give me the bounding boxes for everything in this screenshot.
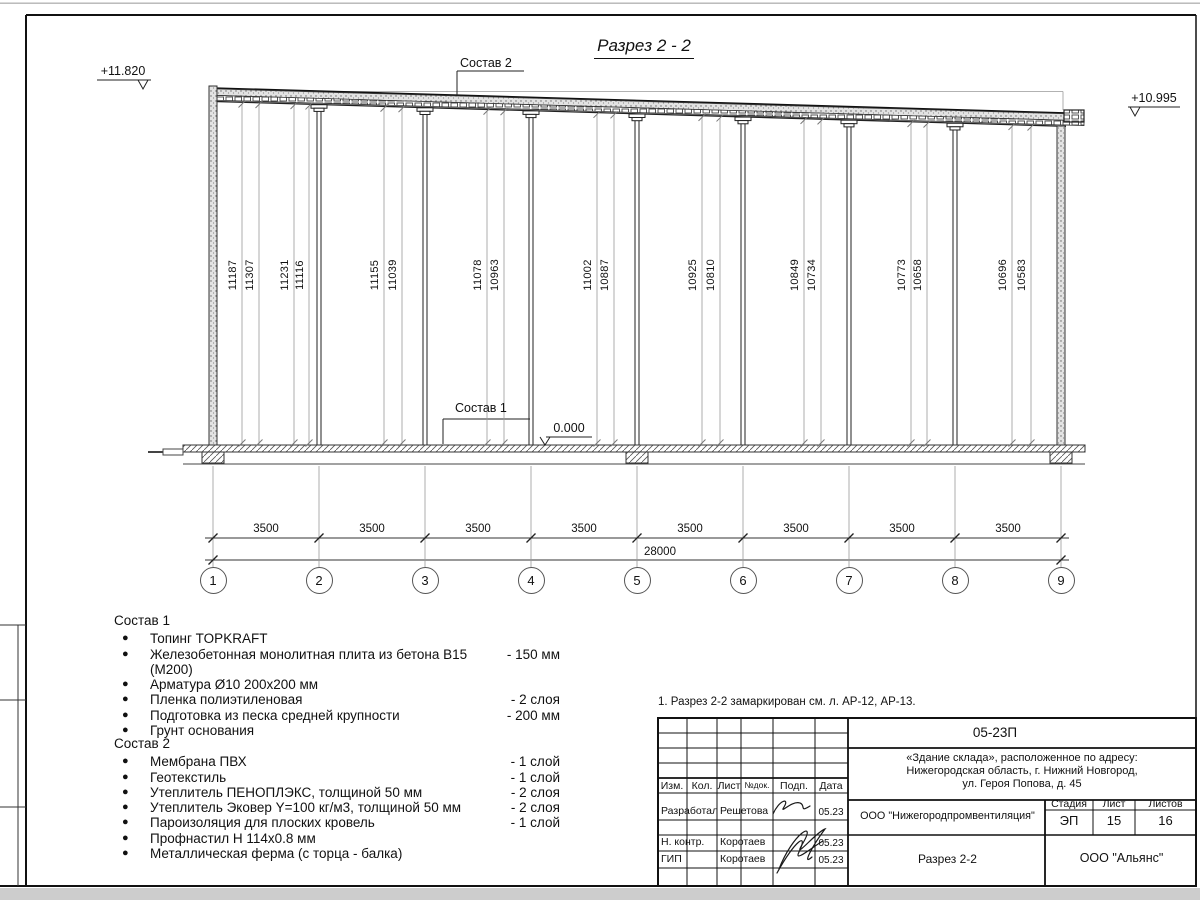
staff-date: 05.23 [818, 838, 844, 849]
grid-bubble: 9 [1048, 567, 1075, 594]
bay-dimension: 3500 [889, 523, 915, 535]
height-dimension: 10963 [489, 258, 501, 292]
height-dimension: 11231 [279, 259, 291, 291]
grid-bubble: 3 [412, 567, 439, 594]
bay-dimension: 3500 [253, 523, 279, 535]
sheets-header: Листов [1148, 798, 1183, 810]
legend-item-name: Пароизоляция для плоских кровель [150, 815, 375, 831]
total-dimension: 28000 [644, 546, 676, 558]
titleblock-col-header: Изм. [660, 780, 684, 792]
left-margin-table [0, 625, 26, 886]
legend-item [114, 770, 560, 785]
bay-dimension: 3500 [465, 523, 491, 535]
height-dimension: 11307 [244, 259, 256, 291]
sheet-header: Лист [1102, 798, 1126, 810]
height-dimension: 11116 [294, 260, 306, 290]
sheets-total: 16 [1158, 813, 1173, 828]
legend-item [114, 846, 560, 861]
legend-item-value: - 1 слой [510, 815, 560, 831]
legend-item [114, 831, 560, 846]
height-dimension: 10925 [687, 258, 699, 292]
elevation-label-floor: 0.000 [553, 421, 585, 435]
grid-bubble: 4 [518, 567, 545, 594]
height-dimension: 11155 [369, 259, 381, 291]
project-code: 05-23П [972, 725, 1018, 740]
legend-item-name: Профнастил Н 114x0.8 мм [150, 830, 316, 846]
grid-bubble: 2 [306, 567, 333, 594]
object-address-line: «Здание склада», расположенное по адресу: [906, 752, 1138, 764]
bullet-icon: ● [122, 831, 129, 844]
legend-item [114, 631, 560, 646]
bullet-icon: ● [122, 632, 129, 645]
right-wall [1057, 126, 1065, 445]
bay-dimension: 3500 [571, 523, 597, 535]
grid-bubble: 6 [730, 567, 757, 594]
staff-name: Решетова [720, 805, 769, 817]
legend-item-name: Подготовка из песка средней крупности [150, 707, 400, 723]
legend-item-name: Грунт основания [150, 723, 255, 739]
height-dimension: 10810 [705, 258, 717, 292]
staff-date: 05.23 [818, 807, 844, 818]
legend-item-name: Пленка полиэтиленовая [150, 692, 303, 708]
bullet-icon: ● [122, 801, 129, 814]
legend-item-name: Металлическая ферма (с торца - балка) [150, 846, 403, 862]
legend-item [114, 692, 560, 707]
legend-item-value: - 150 мм [506, 646, 560, 662]
drawing-title-text: Разрез 2 - 2 [594, 36, 694, 59]
legend-item-name: Утеплитель ПЕНОПЛЭКС, толщиной 50 мм [150, 784, 423, 800]
legend-sostav-2 [114, 736, 560, 861]
grid-bubble: 7 [836, 567, 863, 594]
legend-item-name: Железобетонная монолитная плита из бетона В15 (М200) [150, 646, 468, 677]
object-address-line: Нижегородская область, г. Нижний Новгород, [906, 765, 1138, 777]
staff-date: 05.23 [818, 855, 844, 866]
staff-role: Разработал [661, 805, 719, 817]
stage-value: ЭП [1059, 813, 1079, 828]
legend-item-value: - 1 слой [510, 754, 560, 770]
bullet-icon: ● [122, 755, 129, 768]
height-dimension: 10887 [599, 258, 611, 292]
legend-item-value: - 2 слоя [510, 800, 560, 816]
legend-item-name: Мембрана ПВХ [150, 754, 247, 770]
legend-heading: Состав 1 [114, 613, 170, 628]
legend-item [114, 785, 560, 800]
height-dimension: 10658 [912, 258, 924, 292]
height-dimension: 10849 [789, 258, 801, 292]
titleblock-col-header: №док. [744, 780, 770, 790]
roof-edge-right [1064, 110, 1084, 122]
staff-name: Коротаев [720, 836, 766, 848]
callout-floor: Состав 1 [455, 401, 507, 415]
grid-bubble: 8 [942, 567, 969, 594]
elevation-label-left: +11.820 [100, 64, 146, 78]
bullet-icon: ● [122, 708, 129, 721]
bullet-icon: ● [122, 693, 129, 706]
drawing-note: 1. Разрез 2-2 замаркирован см. л. АР-12, АР-13. [658, 696, 916, 708]
object-address [848, 752, 1196, 791]
dynamic-linework [209, 100, 1066, 567]
titleblock-col-header: Дата [819, 780, 843, 792]
legend-item [114, 647, 560, 678]
height-dimension: 11039 [387, 259, 399, 291]
legend-item-name: Арматура Ø10 200x200 мм [150, 677, 319, 693]
bullet-icon: ● [122, 785, 129, 798]
grid-bubble: 5 [624, 567, 651, 594]
titleblock-doc-title: Разрез 2-2 [918, 852, 977, 866]
legend-sostav-1 [114, 613, 560, 738]
bay-dimension: 3500 [783, 523, 809, 535]
legend-item-name: Утеплитель Эковер Y=100 кг/м3, толщиной 50 мм [150, 800, 462, 816]
bay-dimension: 3500 [677, 523, 703, 535]
bullet-icon: ● [122, 647, 129, 660]
titleblock-col-header: Подп. [780, 780, 808, 792]
staff-role: ГИП [661, 853, 682, 865]
height-dimension: 10773 [896, 258, 908, 292]
bay-dimension: 3500 [995, 523, 1021, 535]
bullet-icon: ● [122, 724, 129, 737]
roof-section [209, 88, 1084, 126]
height-dimension: 11002 [582, 259, 594, 291]
bullet-icon: ● [122, 816, 129, 829]
legend-item-value: - 2 слоя [510, 692, 560, 708]
height-dimension: 10583 [1016, 258, 1028, 292]
callout-roof: Состав 2 [460, 56, 512, 70]
legend-item-value: - 2 слоя [510, 784, 560, 800]
floor-slab [148, 445, 1085, 464]
legend-item-value: - 1 слой [510, 769, 560, 785]
staff-name: Коротаев [720, 853, 766, 865]
legend-item-value: - 200 мм [506, 707, 560, 723]
bay-dimension: 3500 [359, 523, 385, 535]
staff-role: Н. контр. [661, 836, 705, 848]
legend-item-name: Геотекстиль [150, 769, 227, 785]
height-dimension: 11078 [472, 259, 484, 291]
left-wall [209, 86, 217, 445]
object-address-line: ул. Героя Попова, д. 45 [962, 778, 1082, 790]
height-dimension: 10734 [806, 258, 818, 292]
grid-bubble: 1 [200, 567, 227, 594]
legend-item [114, 677, 560, 692]
titleblock-col-header: Лист [717, 780, 741, 792]
drawing-title [494, 36, 794, 59]
bullet-icon: ● [122, 770, 129, 783]
bullet-icon: ● [122, 847, 129, 860]
legend-item [114, 708, 560, 723]
bullet-icon: ● [122, 678, 129, 691]
elevation-label-right: +10.995 [1131, 91, 1177, 105]
client-company: ООО "Альянс" [1079, 851, 1164, 865]
titleblock-col-header: Кол. [691, 780, 713, 792]
height-dimension: 10696 [997, 258, 1009, 292]
legend-item [114, 754, 560, 769]
height-dimension: 11187 [227, 259, 239, 291]
legend-heading: Состав 2 [114, 736, 170, 751]
stage-header: Стадия [1051, 798, 1087, 810]
legend-item [114, 800, 560, 815]
designer-company: ООО "Нижегородпромвентиляция" [860, 810, 1035, 822]
sheet-number: 15 [1106, 813, 1122, 828]
legend-item [114, 815, 560, 830]
legend-item-name: Топинг TOPKRAFT [150, 631, 268, 647]
